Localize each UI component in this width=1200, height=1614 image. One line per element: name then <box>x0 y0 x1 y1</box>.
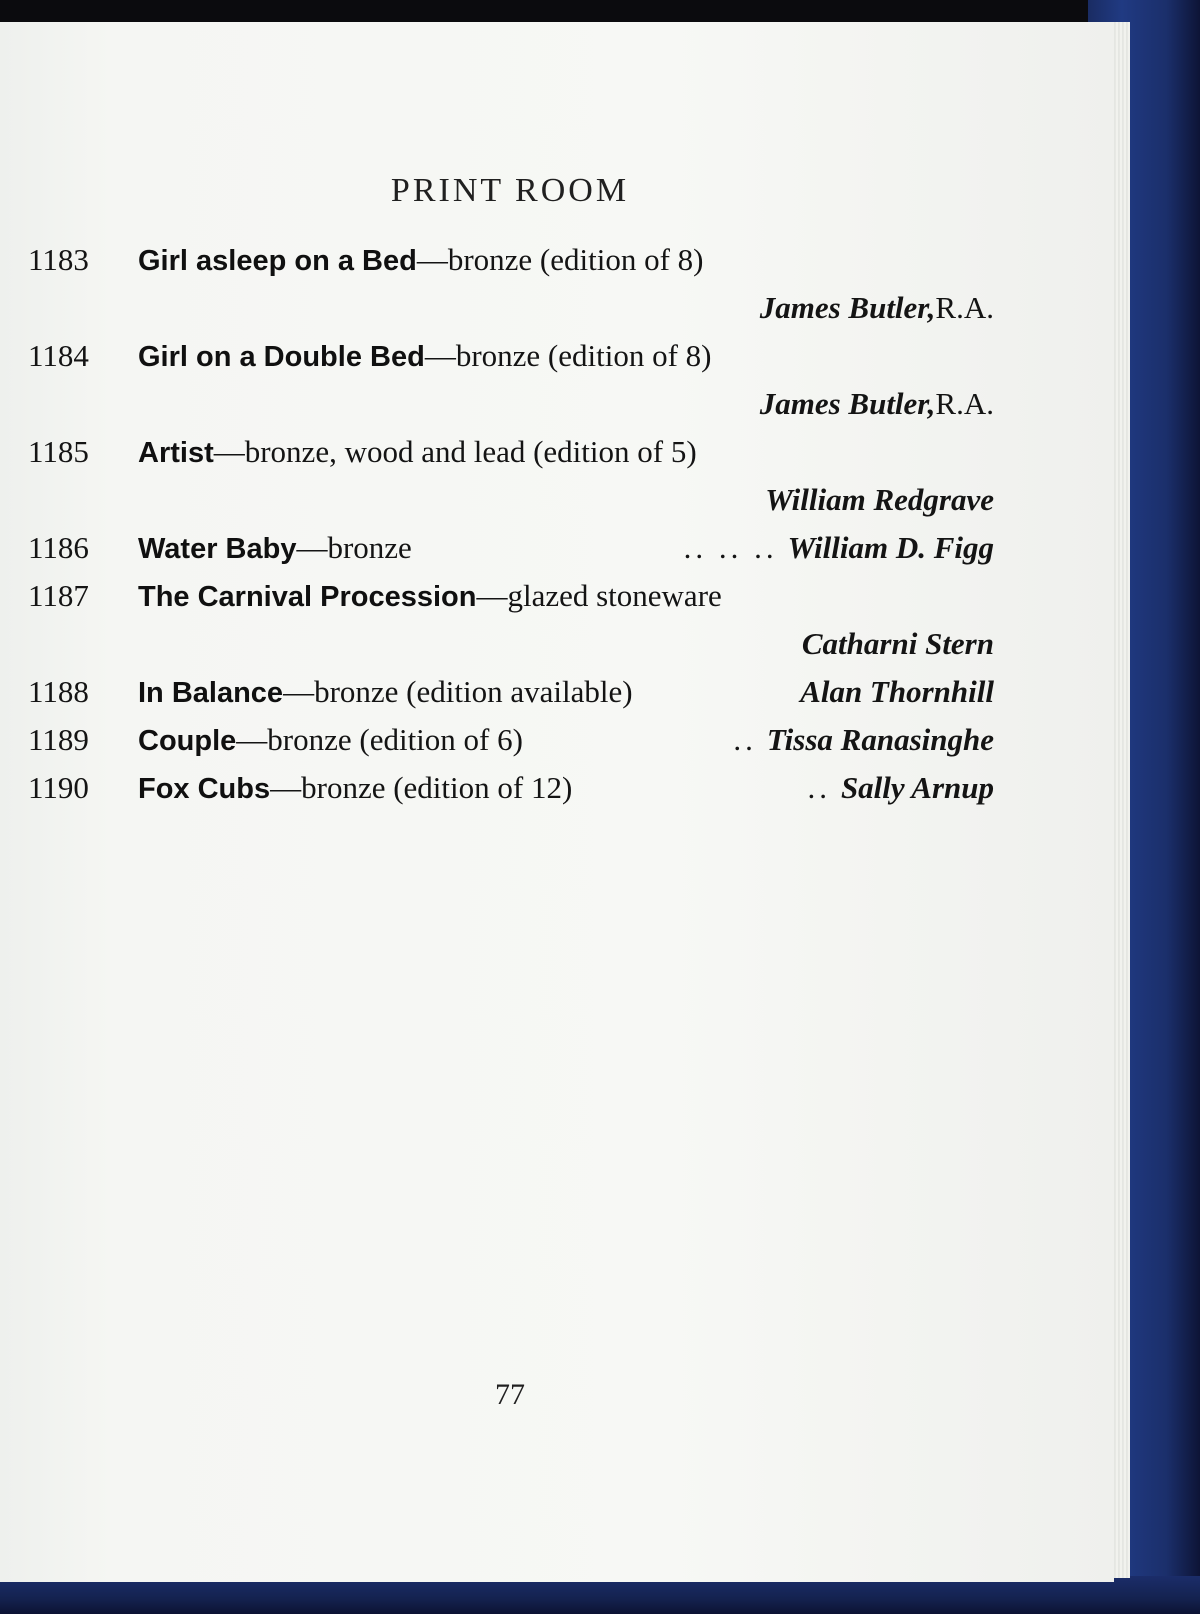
page-edges <box>1112 22 1130 1578</box>
entry-artist: William D. Figg <box>787 530 994 565</box>
page-number: 77 <box>495 1378 525 1411</box>
entry-description: —bronze, wood and lead (edition of 5) <box>213 434 697 469</box>
entry-line <box>28 674 994 722</box>
entry-title: Couple <box>138 725 237 757</box>
entry-line <box>28 434 994 482</box>
entry-artist: William Redgrave <box>765 482 994 517</box>
entry-title: Artist <box>138 437 214 469</box>
entry-description: —bronze (edition available) <box>283 674 633 709</box>
entry-title: Fox Cubs <box>138 773 271 805</box>
entry-title: Water Baby <box>138 533 297 565</box>
entry-number: 1190 <box>28 770 89 805</box>
entry-artist: Alan Thornhill <box>800 674 994 709</box>
entry-number: 1188 <box>28 674 89 709</box>
entry-line <box>28 722 994 770</box>
entry-artist: Catharni Stern <box>801 626 994 661</box>
entry-description: —bronze (edition of 8) <box>424 338 712 373</box>
entry-description: —bronze (edition of 8) <box>416 242 704 277</box>
entry-artist: Tissa Ranasinghe <box>766 722 994 757</box>
entry-line <box>28 770 994 818</box>
entry-number: 1187 <box>28 578 89 613</box>
entry-artist: Sally Arnup <box>840 770 994 805</box>
entry-number: 1186 <box>28 530 89 565</box>
entry-line <box>28 338 994 386</box>
entry-line <box>28 578 994 626</box>
entry-number: 1184 <box>28 338 89 373</box>
entry-description: —glazed stoneware <box>476 578 722 613</box>
catalogue-entries <box>28 242 994 818</box>
entry-title: In Balance <box>138 677 284 709</box>
entry-artist-line <box>28 386 994 434</box>
entry-number: 1183 <box>28 242 89 277</box>
entry-line <box>28 530 994 578</box>
dot-leader: .. .. .. <box>683 530 778 565</box>
entry-artist: James Butler, <box>759 290 936 325</box>
dot-leader: .. <box>733 722 757 757</box>
dot-leader: .. <box>807 770 831 805</box>
entry-description: —bronze (edition of 12) <box>270 770 573 805</box>
entry-title: Girl asleep on a Bed <box>138 245 417 277</box>
entry-description: —bronze <box>296 530 412 565</box>
page-heading: PRINT ROOM <box>390 172 630 209</box>
entry-description: —bronze (edition of 6) <box>236 722 523 757</box>
entry-number: 1189 <box>28 722 89 757</box>
entry-artist-line <box>28 626 994 674</box>
entry-artist: James Butler, <box>759 386 936 421</box>
page-sheet <box>0 22 1114 1582</box>
entry-title: The Carnival Procession <box>138 581 477 613</box>
entry-artist-suffix: R.A. <box>935 290 994 325</box>
entry-line <box>28 242 994 290</box>
entry-artist-line <box>28 482 994 530</box>
entry-title: Girl on a Double Bed <box>138 341 425 373</box>
entry-artist-line <box>28 290 994 338</box>
entry-artist-suffix: R.A. <box>935 386 994 421</box>
entry-number: 1185 <box>28 434 89 469</box>
